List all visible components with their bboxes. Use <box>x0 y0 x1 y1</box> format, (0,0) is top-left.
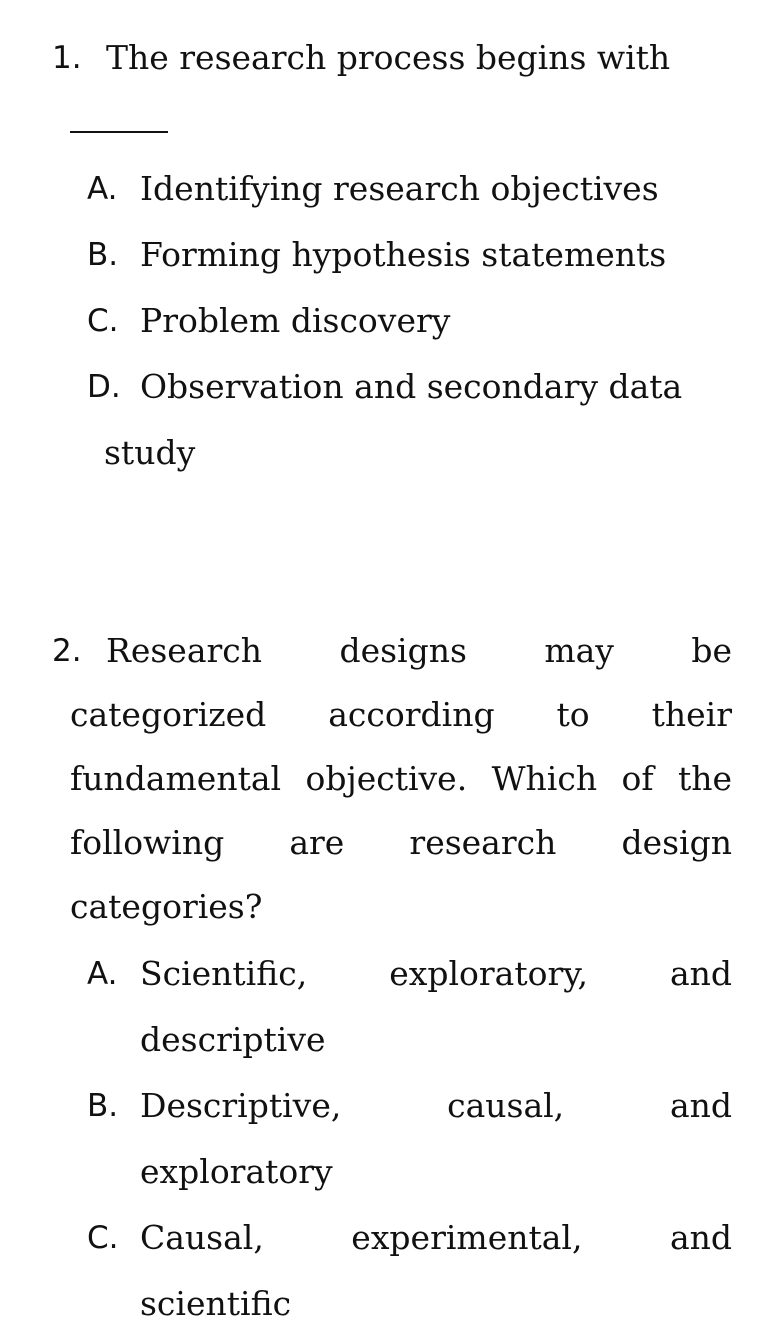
option-c <box>52 1205 732 1337</box>
option-letter: D. <box>87 369 121 405</box>
question-stem-text: The research process begins with <box>106 38 671 77</box>
option-letter: C. <box>87 1220 119 1256</box>
option-letter: B. <box>87 237 119 273</box>
question-2 <box>52 619 732 1337</box>
option-d <box>52 354 732 486</box>
option-text: Forming hypothesis statements <box>140 235 667 274</box>
option-c <box>52 288 732 354</box>
option-letter: B. <box>87 1088 119 1124</box>
option-text: Observation and secondary data <box>140 367 683 406</box>
question-stem: Research designs may be categorized according to their fundamental objective. Which of the following are research design categories? <box>70 631 732 926</box>
option-text: Problem discovery <box>140 301 451 340</box>
option-b <box>52 222 732 288</box>
option-a <box>52 941 732 1073</box>
answer-options <box>52 941 732 1337</box>
question-1 <box>52 26 732 486</box>
question-stem <box>52 26 732 154</box>
option-text-continued: study <box>104 433 196 472</box>
answer-blank <box>70 91 168 133</box>
option-text: Scientific, exploratory, and descriptive <box>140 954 732 1059</box>
question-number: 2. <box>52 633 82 669</box>
option-a <box>52 156 732 222</box>
option-letter: C. <box>87 303 119 339</box>
option-text: Descriptive, causal, and exploratory <box>140 1086 732 1191</box>
answer-options <box>52 156 732 486</box>
option-text: Causal, experimental, and scientific <box>140 1218 732 1323</box>
option-b <box>52 1073 732 1205</box>
question-number: 1. <box>52 40 82 76</box>
option-text: Identifying research objectives <box>140 169 659 208</box>
option-letter: A. <box>87 956 118 992</box>
option-letter: A. <box>87 171 118 207</box>
